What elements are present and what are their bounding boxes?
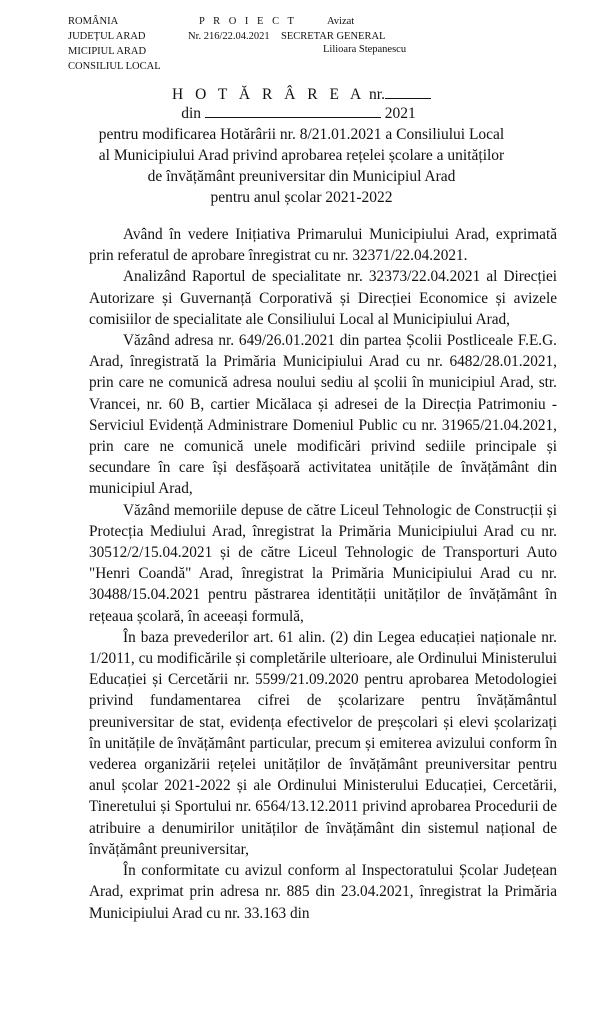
document-body xyxy=(89,224,557,924)
secretar-label: SECRETAR GENERAL xyxy=(281,31,386,42)
title-year: 2021 xyxy=(384,105,416,122)
title-subject-line: de învățământ preuniversitar din Municipiul Arad xyxy=(147,168,456,185)
title-heading: H O T Ă R Â R E A xyxy=(172,86,366,103)
project-number: Nr. 216/22.04.2021 xyxy=(188,31,270,42)
title-subject-line: pentru modificarea Hotărârii nr. 8/21.01.2021 a Consiliului Local xyxy=(98,126,505,143)
issuer-line: CONSILIUL LOCAL xyxy=(68,61,161,72)
issuer-line: MICIPIUL ARAD xyxy=(68,46,147,57)
number-blank xyxy=(385,84,431,99)
body-paragraph: Văzând memoriile depuse de către Liceul Tehnologic de Construcții și Protecția Mediului Arad, înregistrat la Primăria Municipiului Arad cu nr. 30512/2/15.04.2021 și de către Liceul Tehnologic de Transporturi Auto "Henri Coandă" Arad, înregistrat la Primăria Municipiului Arad cu nr. 30488/15.04.2021 pentru păstrarea identității unităților de învățământ în rețeaua școlară, în aceeași formulă, xyxy=(89,501,557,625)
body-paragraph: Având în vedere Inițiativa Primarului Municipiului Arad, exprimată prin referatul de aprobare înregistrat cu nr. 32371/22.04.2021. xyxy=(89,226,557,265)
secretar-name: Lilioara Stepanescu xyxy=(323,44,407,55)
body-paragraph: În conformitate cu avizul conform al Inspectoratului Școlar Județean Arad, exprimat prin adresa nr. 885 din 23.04.2021, înregistrat la Primăria Municipiului Arad cu nr. 33.163 din xyxy=(89,862,557,922)
issuer-line: JUDEȚUL ARAD xyxy=(68,31,146,42)
body-paragraph: În baza prevederilor art. 61 alin. (2) din Legea educației naționale nr. 1/2011, cu modificările și completările ulterioare, ale Ordinului Ministerului Educației și Cercetării nr. 5599/21.09.2020 pentru aprobarea Metodologiei privind fundamentarea cifrei de școlarizare pentru învățământul preuniversitar de stat, evidența efectivelor de preșcolari și elevi școlarizați în unitățile de învățământ particular, precum și emiterea avizului conform în vederea organizării rețelei unităților de învățământ preuniversitar pentru anul școlar 2021-2022 și ale Ordinului Ministerului Educației, Cercetării, Tineretului și Sportului nr. 6564/13.12.2011 privind aprobarea Procedurii de atribuire a denumirilor unităților de învățământ din sistemul național de învățământ preuniversitar, xyxy=(89,628,557,858)
avizat-label: Avizat xyxy=(327,16,355,27)
issuer-block xyxy=(68,14,161,74)
body-paragraph: Analizând Raportul de specialitate nr. 32373/22.04.2021 al Direcției Autorizare și Guvernanță Corporativă și Direcției Economice și avizele comisiilor de specialitate ale Consiliului Local al Municipiului Arad, xyxy=(89,268,557,328)
document-title xyxy=(0,84,603,105)
issuer-line: ROMÂNIA xyxy=(68,16,119,27)
title-subject-line: al Municipiului Arad privind aprobarea rețelei școlare a unităților xyxy=(98,147,505,164)
approval-block xyxy=(327,14,354,29)
title-din: din xyxy=(181,105,202,122)
date-blank xyxy=(205,103,381,118)
body-paragraph: Văzând adresa nr. 649/26.01.2021 din partea Școlii Postliceale F.E.G. Arad, înregistrată la Primăria Municipiului Arad cu nr. 6482/28.01.2021, prin care ne comunică adresa noului sediu al școlii în municipiul Arad, str. Vrancei, nr. 60 B, cartier Micălaca și adresei de la Direcția Patrimoniu - Serviciul Evidență Administrare Domeniul Public cu nr. 31965/21.04.2021, prin care ne comunică unele modificări privind sediile principale și secundare în care își desfășoară activitatea unitățile de învățământ din municipiul Arad, xyxy=(89,332,557,498)
title-date-line xyxy=(0,103,603,124)
title-subject-line: pentru anul școlar 2021-2022 xyxy=(210,189,393,206)
project-label: P R O I E C T xyxy=(199,16,297,27)
title-nr: nr. xyxy=(369,86,385,103)
